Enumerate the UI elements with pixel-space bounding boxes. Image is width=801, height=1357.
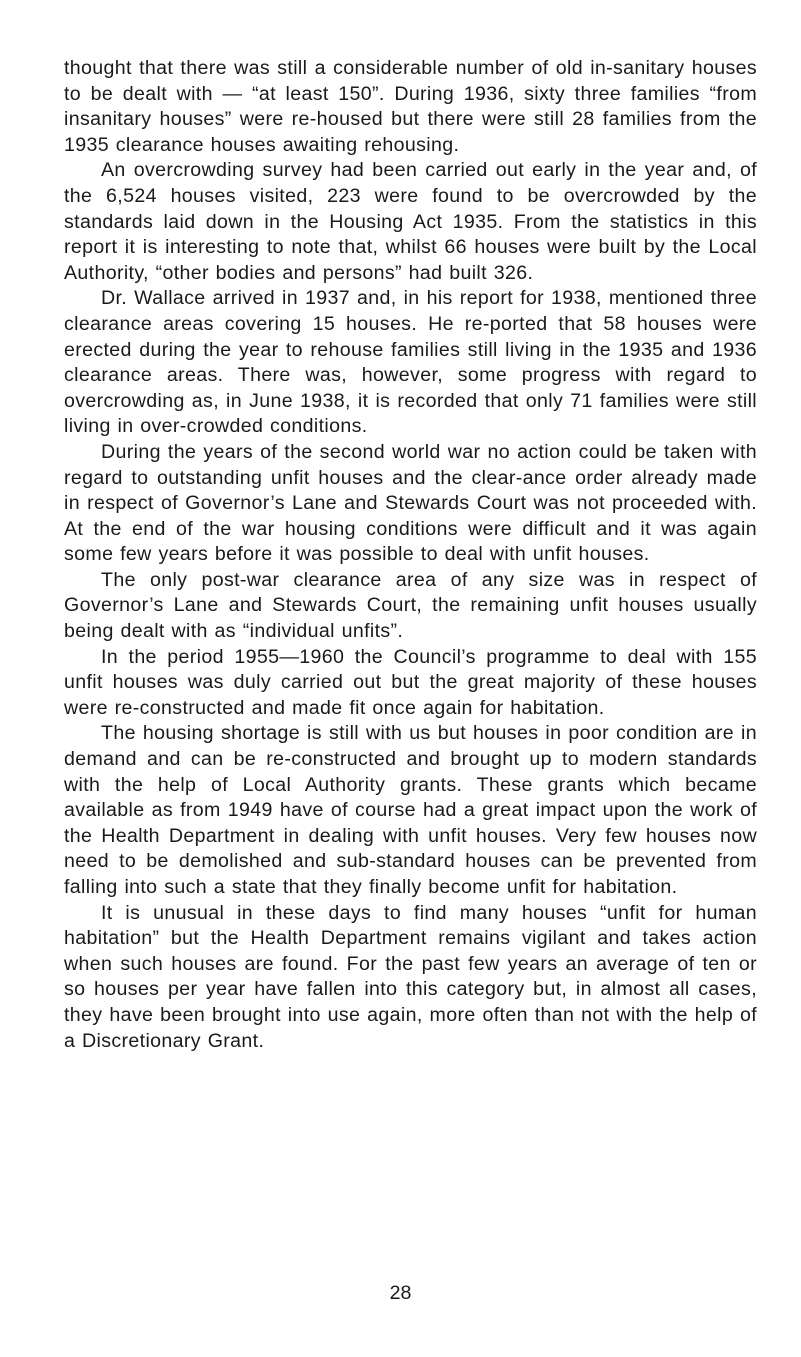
page-body [64,56,757,1054]
paragraph-1955-1960: In the period 1955—1960 the Council’s programme to deal with 155 unfit houses was duly carried out but the great majority of these houses were re-constructed and made fit once again for habitation. [64,645,757,719]
paragraph-overcrowding-survey: An overcrowding survey had been carried out early in the year and, of the 6,524 houses visited, 223 were found to be overcrowded by the standards laid down in the Housing Act 1935. From the statistics in this report it is interesting to note that, whilst 66 houses were built by the Local Authority, “other bodies and persons” had built 326. [64,159,757,284]
paragraph-dr-wallace: Dr. Wallace arrived in 1937 and, in his report for 1938, mentioned three clearance areas covering 15 houses. He re-ported that 58 houses were erected during the year to rehouse families still living in the 1935 and 1936 clearance areas. There was, however, some progress with regard to overcrowding as, in June 1938, it is recorded that only 71 families were still living in over-crowded conditions. [64,287,757,438]
paragraph-continuation: thought that there was still a considerable number of old in-sanitary houses to be dealt with — “at least 150”. During 1936, sixty three families “from insanitary houses” were re-housed but there were still 28 families from the 1935 clearance houses awaiting rehousing. [64,57,757,156]
paragraph-unfit-habitation: It is unusual in these days to find many houses “unfit for human habitation” but the Health Department remains vigilant and takes action when such houses are found. For the past few years an average of ten or so houses per year have fallen into this category but, in almost all cases, they have been brought into use again, more often than not with the help of a Discretionary Grant. [64,901,757,1052]
page-number: 28 [389,1282,412,1304]
paragraph-second-world-war: During the years of the second world war no action could be taken with regard to outstanding unfit houses and the clear-ance order already made in respect of Governor’s Lane and Stewards Court was not proceeded with. At the end of the war housing conditions were difficult and it was again some few years before it was possible to deal with unfit houses. [64,440,757,566]
paragraph-housing-shortage: The housing shortage is still with us but houses in poor condition are in demand and can be re-constructed and brought up to modern standards with the help of Local Authority grants. These grants which became available as from 1949 have of course had a great impact upon the work of the Health Department in dealing with unfit houses. Very few houses now need to be demolished and sub-standard houses can be prevented from falling into such a state that they finally become unfit for habitation. [64,722,757,898]
paragraph-post-war-clearance: The only post-war clearance area of any size was in respect of Governor’s Lane and Stewards Court, the remaining unfit houses usually being dealt with as “individual unfits”. [64,568,757,643]
